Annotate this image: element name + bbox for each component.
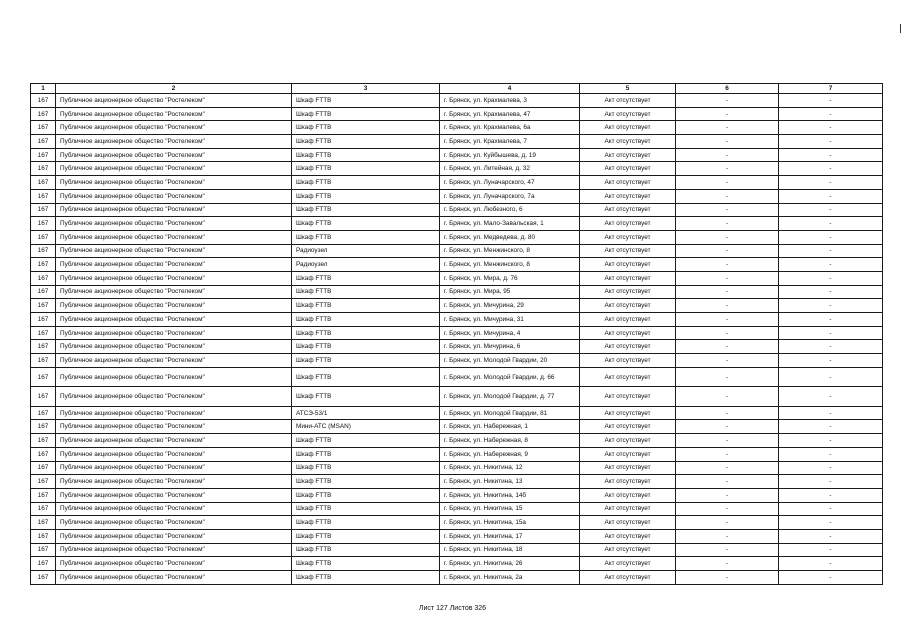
- address-cell: г. Брянск, ул. Медведева, д. 80: [440, 230, 580, 244]
- column-7-cell: -: [779, 176, 883, 190]
- act-status-cell: Акт отсутствует: [580, 258, 676, 272]
- column-7-cell: -: [779, 502, 883, 516]
- owner-cell: Публичное акционерное общество "Ростелеком": [56, 461, 292, 475]
- address-cell: г. Брянск, ул. Луначарского, 7а: [440, 189, 580, 203]
- column-6-cell: -: [676, 244, 779, 258]
- object-cell: Шкаф FTTB: [292, 475, 440, 489]
- owner-cell: Публичное акционерное общество "Ростелеком": [56, 230, 292, 244]
- column-7-cell: -: [779, 326, 883, 340]
- column-6-cell: -: [676, 387, 779, 407]
- address-cell: г. Брянск, ул. Никитина, 12: [440, 461, 580, 475]
- column-6-cell: -: [676, 230, 779, 244]
- table-row: [31, 434, 883, 448]
- column-7-cell: -: [779, 244, 883, 258]
- column-6-cell: -: [676, 107, 779, 121]
- column-header-5: 5: [580, 84, 676, 94]
- owner-cell: Публичное акционерное общество "Ростелеком": [56, 203, 292, 217]
- owner-cell: Публичное акционерное общество "Ростелеком": [56, 420, 292, 434]
- column-6-cell: -: [676, 475, 779, 489]
- column-header-3: 3: [292, 84, 440, 94]
- row-number-cell: 167: [31, 285, 56, 299]
- owner-cell: Публичное акционерное общество "Ростелеком": [56, 271, 292, 285]
- table-row: [31, 557, 883, 571]
- row-number-cell: 167: [31, 299, 56, 313]
- column-6-cell: -: [676, 203, 779, 217]
- row-number-cell: 167: [31, 434, 56, 448]
- object-cell: Шкаф FTTB: [292, 367, 440, 387]
- address-cell: г. Брянск, ул. Менжинского, 8: [440, 258, 580, 272]
- act-status-cell: Акт отсутствует: [580, 461, 676, 475]
- object-cell: Шкаф FTTB: [292, 488, 440, 502]
- table-row: [31, 387, 883, 407]
- table-row: [31, 299, 883, 313]
- column-7-cell: -: [779, 313, 883, 327]
- address-cell: г. Брянск, ул. Набережная, 1: [440, 420, 580, 434]
- act-status-cell: Акт отсутствует: [580, 420, 676, 434]
- act-status-cell: Акт отсутствует: [580, 434, 676, 448]
- owner-cell: Публичное акционерное общество "Ростелеком": [56, 162, 292, 176]
- act-status-cell: Акт отсутствует: [580, 244, 676, 258]
- row-number-cell: 167: [31, 313, 56, 327]
- act-status-cell: Акт отсутствует: [580, 162, 676, 176]
- table-row: [31, 488, 883, 502]
- table-row: [31, 162, 883, 176]
- row-number-cell: 167: [31, 107, 56, 121]
- row-number-cell: 167: [31, 244, 56, 258]
- column-header-4: 4: [440, 84, 580, 94]
- row-number-cell: 167: [31, 271, 56, 285]
- owner-cell: Публичное акционерное общество "Ростелеком": [56, 447, 292, 461]
- column-7-cell: -: [779, 271, 883, 285]
- column-7-cell: -: [779, 516, 883, 530]
- table-row: [31, 340, 883, 354]
- address-cell: г. Брянск, ул. Никитина, 17: [440, 529, 580, 543]
- address-cell: г. Брянск, ул. Крахмалева, 6а: [440, 121, 580, 135]
- object-cell: Шкаф FTTB: [292, 107, 440, 121]
- table-row: [31, 447, 883, 461]
- owner-cell: Публичное акционерное общество "Ростелеком": [56, 543, 292, 557]
- row-number-cell: 167: [31, 367, 56, 387]
- table-row: [31, 420, 883, 434]
- column-6-cell: -: [676, 488, 779, 502]
- owner-cell: Публичное акционерное общество "Ростелеком": [56, 571, 292, 585]
- column-7-cell: -: [779, 162, 883, 176]
- address-cell: г. Брянск, ул. Молодой Гвардии, 20: [440, 354, 580, 368]
- table-row: [31, 326, 883, 340]
- act-status-cell: Акт отсутствует: [580, 340, 676, 354]
- object-cell: Шкаф FTTB: [292, 203, 440, 217]
- column-7-cell: -: [779, 461, 883, 475]
- object-cell: Шкаф FTTB: [292, 516, 440, 530]
- address-cell: г. Брянск, ул. Никитина, 26: [440, 557, 580, 571]
- row-number-cell: 167: [31, 516, 56, 530]
- address-cell: г. Брянск, ул. Набережная, 9: [440, 447, 580, 461]
- owner-cell: Публичное акционерное общество "Ростелеком": [56, 148, 292, 162]
- act-status-cell: Акт отсутствует: [580, 271, 676, 285]
- object-cell: Радиоузел: [292, 244, 440, 258]
- column-6-cell: -: [676, 543, 779, 557]
- object-cell: Радиоузел: [292, 258, 440, 272]
- column-7-cell: -: [779, 258, 883, 272]
- act-status-cell: Акт отсутствует: [580, 121, 676, 135]
- owner-cell: Публичное акционерное общество "Ростелеком": [56, 189, 292, 203]
- table-row: [31, 203, 883, 217]
- act-status-cell: Акт отсутствует: [580, 387, 676, 407]
- column-7-cell: -: [779, 557, 883, 571]
- row-number-cell: 167: [31, 406, 56, 420]
- column-6-cell: -: [676, 189, 779, 203]
- object-cell: Шкаф FTTB: [292, 189, 440, 203]
- table-row: [31, 529, 883, 543]
- object-cell: АТСЭ-53/1: [292, 406, 440, 420]
- row-number-cell: 167: [31, 354, 56, 368]
- act-status-cell: Акт отсутствует: [580, 135, 676, 149]
- owner-cell: Публичное акционерное общество "Ростелеком": [56, 107, 292, 121]
- column-7-cell: -: [779, 354, 883, 368]
- table-row: [31, 271, 883, 285]
- owner-cell: Публичное акционерное общество "Ростелеком": [56, 176, 292, 190]
- register-table: [30, 83, 883, 585]
- column-header-2: 2: [56, 84, 292, 94]
- column-7-cell: -: [779, 230, 883, 244]
- object-cell: Шкаф FTTB: [292, 461, 440, 475]
- address-cell: г. Брянск, ул. Мичурина, 4: [440, 326, 580, 340]
- row-number-cell: 167: [31, 326, 56, 340]
- act-status-cell: Акт отсутствует: [580, 299, 676, 313]
- address-cell: г. Брянск, ул. Крахмалева, 47: [440, 107, 580, 121]
- owner-cell: Публичное акционерное общество "Ростелеком": [56, 217, 292, 231]
- act-status-cell: Акт отсутствует: [580, 107, 676, 121]
- address-cell: г. Брянск, ул. Молодой Гвардии, 81: [440, 406, 580, 420]
- row-number-cell: 167: [31, 121, 56, 135]
- column-6-cell: -: [676, 406, 779, 420]
- act-status-cell: Акт отсутствует: [580, 148, 676, 162]
- column-7-cell: -: [779, 571, 883, 585]
- address-cell: г. Брянск, ул. Никитина, 2а: [440, 571, 580, 585]
- act-status-cell: Акт отсутствует: [580, 285, 676, 299]
- address-cell: г. Брянск, ул. Молодой Гвардии, д. 66: [440, 367, 580, 387]
- column-6-cell: -: [676, 516, 779, 530]
- column-6-cell: -: [676, 420, 779, 434]
- object-cell: Шкаф FTTB: [292, 340, 440, 354]
- column-7-cell: -: [779, 217, 883, 231]
- act-status-cell: Акт отсутствует: [580, 367, 676, 387]
- object-cell: Шкаф FTTB: [292, 502, 440, 516]
- act-status-cell: Акт отсутствует: [580, 557, 676, 571]
- row-number-cell: 167: [31, 461, 56, 475]
- table-row: [31, 571, 883, 585]
- column-6-cell: -: [676, 367, 779, 387]
- object-cell: Шкаф FTTB: [292, 230, 440, 244]
- row-number-cell: 167: [31, 488, 56, 502]
- address-cell: г. Брянск, ул. Любезного, 6: [440, 203, 580, 217]
- row-number-cell: 167: [31, 475, 56, 489]
- column-7-cell: -: [779, 340, 883, 354]
- owner-cell: Публичное акционерное общество "Ростелеком": [56, 475, 292, 489]
- column-7-cell: -: [779, 420, 883, 434]
- address-cell: г. Брянск, ул. Мира, д. 76: [440, 271, 580, 285]
- column-header-6: 6: [676, 84, 779, 94]
- owner-cell: Публичное акционерное общество "Ростелеком": [56, 434, 292, 448]
- address-cell: г. Брянск, ул. Мало-Завальская, 1: [440, 217, 580, 231]
- owner-cell: Публичное акционерное общество "Ростелеком": [56, 406, 292, 420]
- column-6-cell: -: [676, 94, 779, 108]
- object-cell: Шкаф FTTB: [292, 121, 440, 135]
- column-6-cell: -: [676, 313, 779, 327]
- owner-cell: Публичное акционерное общество "Ростелеком": [56, 326, 292, 340]
- column-7-cell: -: [779, 475, 883, 489]
- column-6-cell: -: [676, 571, 779, 585]
- address-cell: г. Брянск, ул. Литейная, д. 32: [440, 162, 580, 176]
- row-number-cell: 167: [31, 502, 56, 516]
- table-row: [31, 313, 883, 327]
- act-status-cell: Акт отсутствует: [580, 230, 676, 244]
- owner-cell: Публичное акционерное общество "Ростелеком": [56, 299, 292, 313]
- row-number-cell: 167: [31, 162, 56, 176]
- column-6-cell: -: [676, 434, 779, 448]
- act-status-cell: Акт отсутствует: [580, 94, 676, 108]
- column-6-cell: -: [676, 135, 779, 149]
- column-7-cell: -: [779, 189, 883, 203]
- table-row: [31, 285, 883, 299]
- object-cell: Шкаф FTTB: [292, 135, 440, 149]
- object-cell: Шкаф FTTB: [292, 447, 440, 461]
- address-cell: г. Брянск, ул. Мира, 95: [440, 285, 580, 299]
- column-6-cell: -: [676, 162, 779, 176]
- act-status-cell: Акт отсутствует: [580, 543, 676, 557]
- row-number-cell: 167: [31, 543, 56, 557]
- object-cell: Шкаф FTTB: [292, 387, 440, 407]
- object-cell: Шкаф FTTB: [292, 434, 440, 448]
- act-status-cell: Акт отсутствует: [580, 189, 676, 203]
- column-6-cell: -: [676, 326, 779, 340]
- object-cell: Шкаф FTTB: [292, 326, 440, 340]
- object-cell: Шкаф FTTB: [292, 176, 440, 190]
- column-6-cell: -: [676, 354, 779, 368]
- column-7-cell: -: [779, 406, 883, 420]
- object-cell: Шкаф FTTB: [292, 557, 440, 571]
- object-cell: Шкаф FTTB: [292, 94, 440, 108]
- table-row: [31, 189, 883, 203]
- table-row: [31, 502, 883, 516]
- address-cell: г. Брянск, ул. Никитина, 15а: [440, 516, 580, 530]
- column-7-cell: -: [779, 488, 883, 502]
- object-cell: Шкаф FTTB: [292, 571, 440, 585]
- table-row: [31, 135, 883, 149]
- column-6-cell: -: [676, 502, 779, 516]
- column-7-cell: -: [779, 135, 883, 149]
- row-number-cell: 167: [31, 557, 56, 571]
- object-cell: Шкаф FTTB: [292, 285, 440, 299]
- object-cell: Шкаф FTTB: [292, 299, 440, 313]
- act-status-cell: Акт отсутствует: [580, 176, 676, 190]
- act-status-cell: Акт отсутствует: [580, 203, 676, 217]
- page-footer: Лист 127 Листов 326: [418, 605, 487, 612]
- table-row: [31, 354, 883, 368]
- act-status-cell: Акт отсутствует: [580, 571, 676, 585]
- column-6-cell: -: [676, 121, 779, 135]
- column-6-cell: -: [676, 285, 779, 299]
- address-cell: г. Брянск, ул. Никитина, 14б: [440, 488, 580, 502]
- row-number-cell: 167: [31, 135, 56, 149]
- column-header-7: 7: [779, 84, 883, 94]
- address-cell: г. Брянск, ул. Набережная, 8: [440, 434, 580, 448]
- owner-cell: Публичное акционерное общество "Ростелеком": [56, 502, 292, 516]
- owner-cell: Публичное акционерное общество "Ростелеком": [56, 340, 292, 354]
- column-7-cell: -: [779, 285, 883, 299]
- table-row: [31, 230, 883, 244]
- column-7-cell: -: [779, 299, 883, 313]
- table-row: [31, 258, 883, 272]
- owner-cell: Публичное акционерное общество "Ростелеком": [56, 121, 292, 135]
- row-number-cell: 167: [31, 176, 56, 190]
- column-7-cell: -: [779, 203, 883, 217]
- address-cell: г. Брянск, ул. Крахмалева, 3: [440, 94, 580, 108]
- object-cell: Шкаф FTTB: [292, 543, 440, 557]
- object-cell: Шкаф FTTB: [292, 271, 440, 285]
- act-status-cell: Акт отсутствует: [580, 354, 676, 368]
- owner-cell: Публичное акционерное общество "Ростелеком": [56, 516, 292, 530]
- act-status-cell: Акт отсутствует: [580, 406, 676, 420]
- table-row: [31, 475, 883, 489]
- table-row: [31, 148, 883, 162]
- column-7-cell: -: [779, 94, 883, 108]
- object-cell: Шкаф FTTB: [292, 354, 440, 368]
- column-6-cell: -: [676, 271, 779, 285]
- column-7-cell: -: [779, 367, 883, 387]
- owner-cell: Публичное акционерное общество "Ростелеком": [56, 354, 292, 368]
- column-6-cell: -: [676, 217, 779, 231]
- table-row: [31, 176, 883, 190]
- column-7-cell: -: [779, 107, 883, 121]
- address-cell: г. Брянск, ул. Никитина, 13: [440, 475, 580, 489]
- owner-cell: Публичное акционерное общество "Ростелеком": [56, 557, 292, 571]
- column-7-cell: -: [779, 434, 883, 448]
- table-row: [31, 406, 883, 420]
- owner-cell: Публичное акционерное общество "Ростелеком": [56, 94, 292, 108]
- address-cell: г. Брянск, ул. Молодой Гвардии, д. 77: [440, 387, 580, 407]
- address-cell: г. Брянск, ул. Мичурина, 29: [440, 299, 580, 313]
- column-header-1: 1: [31, 84, 56, 94]
- column-7-cell: -: [779, 148, 883, 162]
- act-status-cell: Акт отсутствует: [580, 475, 676, 489]
- row-number-cell: 167: [31, 203, 56, 217]
- owner-cell: Публичное акционерное общество "Ростелеком": [56, 387, 292, 407]
- table-row: [31, 94, 883, 108]
- owner-cell: Публичное акционерное общество "Ростелеком": [56, 367, 292, 387]
- owner-cell: Публичное акционерное общество "Ростелеком": [56, 258, 292, 272]
- table-row: [31, 121, 883, 135]
- act-status-cell: Акт отсутствует: [580, 488, 676, 502]
- table-header-row: [31, 84, 883, 94]
- table-row: [31, 217, 883, 231]
- table-row: [31, 543, 883, 557]
- table-row: [31, 107, 883, 121]
- row-number-cell: 167: [31, 94, 56, 108]
- column-6-cell: -: [676, 258, 779, 272]
- object-cell: Мини-АТС (MSAN): [292, 420, 440, 434]
- object-cell: Шкаф FTTB: [292, 217, 440, 231]
- row-number-cell: 167: [31, 148, 56, 162]
- page-edge-mark: [900, 24, 901, 33]
- row-number-cell: 167: [31, 258, 56, 272]
- column-6-cell: -: [676, 447, 779, 461]
- row-number-cell: 167: [31, 340, 56, 354]
- table-body: [31, 94, 883, 585]
- address-cell: г. Брянск, ул. Никитина, 18: [440, 543, 580, 557]
- table-row: [31, 516, 883, 530]
- column-7-cell: -: [779, 447, 883, 461]
- owner-cell: Публичное акционерное общество "Ростелеком": [56, 135, 292, 149]
- column-6-cell: -: [676, 529, 779, 543]
- column-7-cell: -: [779, 529, 883, 543]
- owner-cell: Публичное акционерное общество "Ростелеком": [56, 529, 292, 543]
- object-cell: Шкаф FTTB: [292, 148, 440, 162]
- column-6-cell: -: [676, 176, 779, 190]
- row-number-cell: 167: [31, 420, 56, 434]
- address-cell: г. Брянск, ул. Луначарского, 47: [440, 176, 580, 190]
- column-7-cell: -: [779, 543, 883, 557]
- object-cell: Шкаф FTTB: [292, 529, 440, 543]
- row-number-cell: 167: [31, 387, 56, 407]
- act-status-cell: Акт отсутствует: [580, 529, 676, 543]
- act-status-cell: Акт отсутствует: [580, 326, 676, 340]
- address-cell: г. Брянск, ул. Куйбышева, д. 19: [440, 148, 580, 162]
- address-cell: г. Брянск, ул. Менжинского, 8: [440, 244, 580, 258]
- row-number-cell: 167: [31, 230, 56, 244]
- act-status-cell: Акт отсутствует: [580, 313, 676, 327]
- owner-cell: Публичное акционерное общество "Ростелеком": [56, 285, 292, 299]
- column-6-cell: -: [676, 299, 779, 313]
- table-row: [31, 367, 883, 387]
- column-6-cell: -: [676, 461, 779, 475]
- address-cell: г. Брянск, ул. Никитина, 15: [440, 502, 580, 516]
- act-status-cell: Акт отсутствует: [580, 217, 676, 231]
- act-status-cell: Акт отсутствует: [580, 502, 676, 516]
- row-number-cell: 167: [31, 447, 56, 461]
- row-number-cell: 167: [31, 189, 56, 203]
- column-6-cell: -: [676, 148, 779, 162]
- row-number-cell: 167: [31, 217, 56, 231]
- owner-cell: Публичное акционерное общество "Ростелеком": [56, 488, 292, 502]
- column-6-cell: -: [676, 340, 779, 354]
- object-cell: Шкаф FTTB: [292, 162, 440, 176]
- act-status-cell: Акт отсутствует: [580, 516, 676, 530]
- column-7-cell: -: [779, 387, 883, 407]
- owner-cell: Публичное акционерное общество "Ростелеком": [56, 244, 292, 258]
- row-number-cell: 167: [31, 529, 56, 543]
- address-cell: г. Брянск, ул. Мичурина, 6: [440, 340, 580, 354]
- table-row: [31, 461, 883, 475]
- row-number-cell: 167: [31, 571, 56, 585]
- column-7-cell: -: [779, 121, 883, 135]
- owner-cell: Публичное акционерное общество "Ростелеком": [56, 313, 292, 327]
- table-row: [31, 244, 883, 258]
- object-cell: Шкаф FTTB: [292, 313, 440, 327]
- address-cell: г. Брянск, ул. Мичурина, 31: [440, 313, 580, 327]
- column-6-cell: -: [676, 557, 779, 571]
- act-status-cell: Акт отсутствует: [580, 447, 676, 461]
- address-cell: г. Брянск, ул. Крахмалева, 7: [440, 135, 580, 149]
